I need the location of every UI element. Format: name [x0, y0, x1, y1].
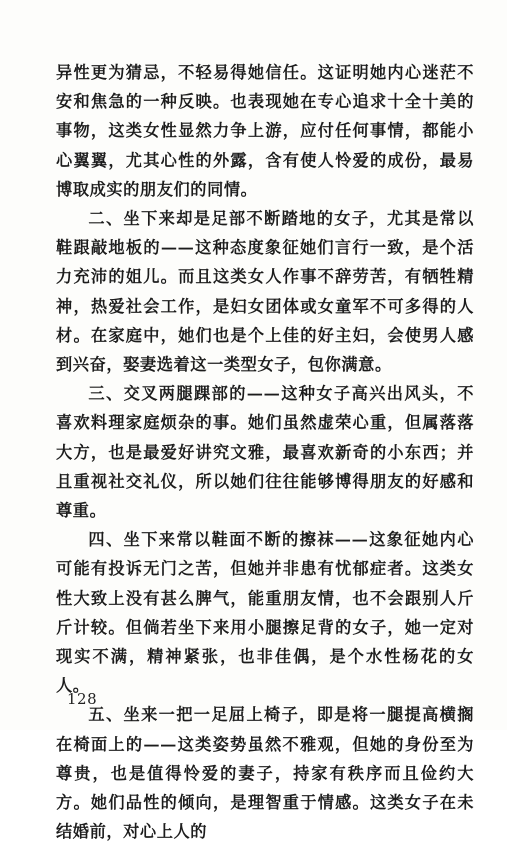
paragraph-item-5: 五、坐来一把一足屈上椅子，即是将一腿提高横搁在椅面上的——这类姿势虽然不雅观，但她的身份至为尊贵，也是值得怜爱的妻子，持家有秩序而且俭约大方。她们品性的倾向，是理智重于情感。这类女子在未结婚前，对心上人的 [56, 705, 474, 842]
paragraph-item-4: 四、坐下来常以鞋面不断的擦袜——这象征她内心可能有投诉无门之苦，但她并非患有忧郁症者。这类女性大致上没有甚么脾气，能重朋友情，也不会跟别人斤斤计较。但倘若坐下来用小腿擦足背的女子，她一定对现实不满，精神紧张，也非佳偶，是个水性杨花的女人。 [56, 530, 474, 696]
paragraph-continuation: 异性更为猜忌，不轻易得她信任。这证明她内心迷茫不安和焦急的一种反映。也表现她在专心追求十全十美的事物，这类女性显然力争上游，应付任何事情，都能小心翼翼，尤其心性的外露，含有使人怜爱的成份，最易博取成实的朋友们的同情。 [56, 63, 474, 199]
page-number: 128 [67, 690, 98, 708]
paragraph-item-2: 二、坐下来却是足部不断踏地的女子，尤其是常以鞋跟敲地板的——这种态度象征她们言行一致，是个活力充沛的姐儿。而且这类女人作事不辞劳苦，有牺牲精神，热爱社会工作，是妇女团体或女童军不可多得的人材。在家庭中，她们也是个上佳的好主妇，会使男人感到兴奋，娶妻选着这一类型女子，包你满意。 [56, 209, 474, 375]
body-text [56, 58, 474, 846]
paragraph-item-3: 三、交叉两腿踝部的——这种女子高兴出风头，不喜欢料理家庭烦杂的事。她们虽然虚荣心重，但属落落大方，也是最爱好讲究文雅，最喜欢新奇的小东西；并且重视社交礼仪，所以她们往往能够博得朋友的好感和尊重。 [56, 384, 474, 521]
